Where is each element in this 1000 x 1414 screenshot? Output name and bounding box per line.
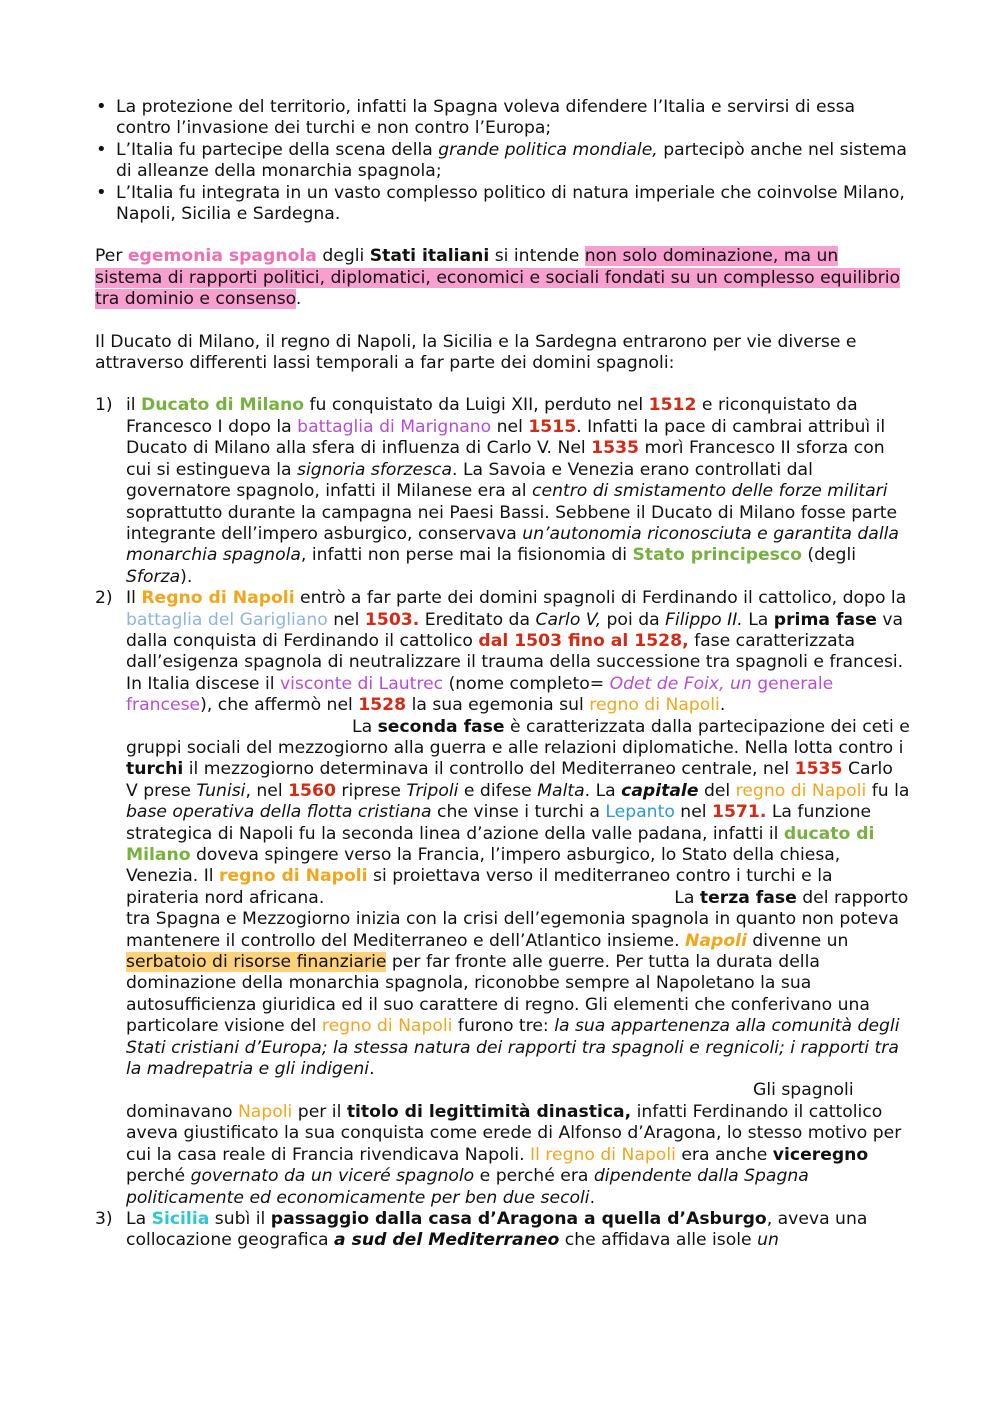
text: (degli	[801, 545, 857, 566]
bold: viceregno	[772, 1144, 869, 1165]
italic: Filippo II.	[665, 609, 743, 630]
text: era anche	[675, 1144, 773, 1165]
term-napoli: Napoli	[685, 930, 747, 951]
text: Ereditato da	[419, 609, 536, 630]
text: ), che affermò nel	[200, 695, 359, 716]
year-range: dal 1503 fino al 1528,	[478, 630, 689, 651]
term-regno-napoli: Il regno di Napoli	[530, 1144, 676, 1165]
text: nel	[491, 416, 529, 437]
italic: base operativa della flotta cristiana	[126, 802, 432, 823]
text: va dalla conquista di Ferdinando il cattolico	[126, 609, 904, 651]
text: riprese	[335, 780, 407, 801]
bullet-text: partecipò anche nel sistema di alleanze della monarchia spagnola;	[116, 139, 907, 182]
text: (nome completo=	[443, 673, 610, 694]
text: .	[589, 1187, 596, 1208]
italic: un’autonomia riconosciuta e garantita dalla monarchia spagnola	[126, 523, 899, 566]
text: .	[719, 695, 726, 716]
italic: Tripoli	[406, 780, 459, 801]
text: soprattutto durante la campagna nei Paesi Bassi. Sebbene il Ducato di Milano fosse parte integrante dell’impero asburgico, conservava	[126, 502, 898, 544]
bold: passaggio dalla casa d’Aragona a quella d’Asburgo	[270, 1208, 767, 1229]
italic: dipendente dalla Spagna politicamente ed economicamente per ben due secoli	[126, 1166, 809, 1208]
italic: un	[757, 1230, 779, 1251]
text: subì il	[209, 1208, 271, 1229]
term-marignano: battaglia di Marignano	[297, 416, 492, 437]
term-napoli: Napoli	[237, 1101, 293, 1122]
term-regno-napoli: regno di Napoli	[321, 1016, 453, 1037]
bold: terza fase	[699, 887, 797, 908]
bold: prima fase	[773, 609, 877, 630]
italic: la sua appartenenza alla comunità degli Stati cristiani d’Europa; la stessa natura dei rapporti tra spagnoli e regnicoli; i rapporti tra la madrepatria e gli indigeni	[126, 1016, 900, 1080]
text: , infatti non perse mai la fisionomia di	[300, 545, 633, 566]
bullet-text: La protezione del territorio, infatti la Spagna voleva difendere l’Italia e servirsi di essa contro l’invasione dei turchi e non contro l’Europa;	[116, 97, 856, 139]
text: che affidava alle isole	[559, 1230, 758, 1251]
term-stati: Stati italiani	[369, 246, 490, 267]
text: fase caratterizzata dall’esigenza spagnola di neutralizzare il trauma della successione tra spagnoli e francesi. In Italia discese il	[126, 630, 904, 694]
text: il mezzogiorno determinava il controllo del Mediterraneo centrale, nel	[183, 759, 795, 780]
text: si proiettava verso il mediterraneo contro i turchi e la pirateria nord africana.	[126, 866, 833, 908]
term-generale: generale francese	[126, 673, 834, 716]
italic: centro di smistamento delle forze militari	[532, 481, 888, 502]
text: per il	[292, 1101, 347, 1122]
item-number: 2)	[95, 588, 113, 609]
italic: Sforza	[126, 566, 181, 587]
bullet-list	[95, 97, 910, 225]
bold: turchi	[126, 759, 184, 780]
text: del	[698, 780, 736, 801]
text: per far fronte alle guerre. Per tutta la durata della dominazione della monarchia spagnola, riconobbe sempre al Napoletano la sua autosufficienza giuridica ed il suo carattere di regno. Gli elementi che conferivano una particolare visione del	[126, 952, 870, 1037]
bullet-item	[116, 183, 910, 226]
text: La	[674, 887, 700, 908]
document-page	[95, 97, 910, 1252]
text: . La Savoia e Venezia erano controllati dal governatore spagnolo, infatti il Milanese era al	[126, 459, 813, 502]
text: doveva spingere verso la Francia, l’impero asburgico, lo Stato della chiesa, Venezia. Il	[126, 845, 841, 887]
year: 1512	[648, 395, 697, 416]
year: 1515	[528, 416, 577, 437]
text: perché	[126, 1166, 191, 1187]
text: furono tre:	[452, 1016, 555, 1037]
text: divenne un	[746, 930, 849, 951]
text: La funzione strategica di Napoli fu la seconda linea d’azione della valle padana, infatti il	[126, 802, 872, 844]
text: .	[369, 1059, 375, 1080]
text: Carlo V prese	[126, 759, 893, 801]
bold-italic: capitale	[621, 780, 699, 801]
term-sicilia: Sicilia	[151, 1208, 210, 1229]
term-lautrec: visconte di Lautrec	[279, 673, 444, 694]
year: 1571.	[712, 802, 767, 823]
bullet-text: L’Italia fu integrata in un vasto complesso politico di natura imperiale che coinvolse Milano, Napoli, Sicilia e Sardegna.	[116, 182, 905, 225]
text: , aveva una collocazione geografica	[126, 1208, 868, 1251]
text: e riconquistato da Francesco I dopo la	[126, 395, 858, 437]
term-regno-napoli: Regno di Napoli	[141, 588, 295, 609]
bold-italic: a sud del Mediterraneo	[334, 1230, 560, 1251]
numbered-list	[95, 395, 910, 1251]
text: che vinse i turchi a	[431, 802, 606, 823]
text: la sua egemonia sul	[406, 695, 590, 716]
text: . La	[584, 780, 622, 801]
text: il	[126, 395, 142, 416]
term-odet: Odet de Foix, un	[609, 673, 752, 694]
text: fu conquistato da Luigi XII, perduto nel	[304, 395, 649, 416]
term-ducato-milano: Ducato di Milano	[141, 395, 305, 416]
bullet-item	[116, 97, 910, 140]
italic: Carlo V,	[535, 609, 602, 630]
text: Il	[126, 588, 142, 609]
text: e perché era	[474, 1166, 594, 1187]
text: .	[295, 289, 302, 310]
text: Gli spagnoli dominavano	[126, 1080, 854, 1122]
text: La	[742, 609, 774, 630]
term-regno-napoli: regno di Napoli	[219, 866, 368, 887]
term-regno-napoli: regno di Napoli	[589, 695, 720, 716]
term-stato-principesco: Stato principesco	[632, 545, 802, 566]
italic: Tunisi	[196, 780, 246, 801]
year: 1503.	[364, 609, 420, 630]
text: degli	[316, 246, 370, 267]
bullet-item	[116, 140, 910, 183]
text: Per	[95, 246, 128, 267]
text: La	[352, 716, 378, 737]
text: del rapporto tra Spagna e Mezzogiorno inizia con la crisi dell’egemonia spagnola in quanto non poteva mantenere il controllo del Mediterraneo e dell’Atlantico insieme.	[126, 887, 909, 951]
text: La	[126, 1208, 152, 1229]
text: . Infatti la pace di cambrai attribuì il Ducato di Milano alla sfera di influenza di Carlo V. Nel	[126, 416, 886, 459]
term-egemonia: egemonia spagnola	[127, 246, 317, 267]
bold: seconda fase	[377, 716, 505, 737]
text: ).	[180, 566, 193, 587]
term-regno-napoli: regno di Napoli	[735, 780, 867, 801]
text: infatti Ferdinando il cattolico aveva giustificato la sua conquista come erede di Alfonso d’Aragona, lo stesso motivo per cui la casa reale di Francia rivendicava Napoli.	[126, 1101, 902, 1165]
year: 1528	[358, 695, 407, 716]
bullet-italic: grande politica mondiale,	[438, 139, 658, 160]
year: 1535	[591, 438, 639, 459]
highlighted-definition: non solo dominazione, ma un sistema di rapporti politici, diplomatici, economici e sociali fondati su un complesso equilibrio tra dominio e consenso	[95, 246, 901, 310]
term-garigliano: battaglia del Garigliano	[126, 609, 328, 630]
intro-paragraph: Il Ducato di Milano, il regno di Napoli, la Sicilia e la Sardegna entrarono per vie diverse e attraverso differenti lassi temporali a far parte dei domini spagnoli:	[95, 331, 857, 374]
text: , nel	[245, 780, 289, 801]
list-item-napoli	[95, 588, 910, 1209]
year: 1535	[794, 759, 843, 780]
egemonia-paragraph	[95, 246, 910, 310]
text: è caratterizzata dalla partecipazione dei ceti e gruppi sociali del mezzogiorno alla guerra e alle relazioni diplomatiche. Nella lotta contro i	[126, 716, 910, 758]
text: si intende	[489, 246, 585, 267]
italic: governato da un viceré spagnolo	[190, 1166, 475, 1187]
highlighted-serbatoio: serbatoio di risorse finanziarie	[126, 952, 387, 973]
list-item-sicilia	[95, 1208, 910, 1252]
year: 1560	[288, 780, 336, 801]
italic: Malta	[537, 780, 585, 801]
item-number: 1)	[95, 395, 113, 416]
text: e difese	[458, 780, 538, 801]
term-ducato-milano: ducato di Milano	[126, 823, 875, 865]
bold: titolo di legittimità dinastica,	[346, 1101, 632, 1122]
text: nel	[674, 802, 713, 823]
list-item-milano	[95, 395, 910, 588]
italic: signoria sforzesca	[297, 459, 453, 480]
text: poi da	[601, 609, 666, 630]
text: nel	[327, 609, 365, 630]
text: morì Francesco II sforza con cui si estingueva la	[126, 438, 885, 480]
bullet-text: L’Italia fu partecipe della scena della	[116, 139, 439, 160]
text: entrò a far parte dei domini spagnoli di Ferdinando il cattolico, dopo la	[294, 588, 907, 609]
term-lepanto: Lepanto	[605, 802, 675, 823]
item-number: 3)	[95, 1208, 113, 1229]
text: fu la	[866, 780, 910, 801]
